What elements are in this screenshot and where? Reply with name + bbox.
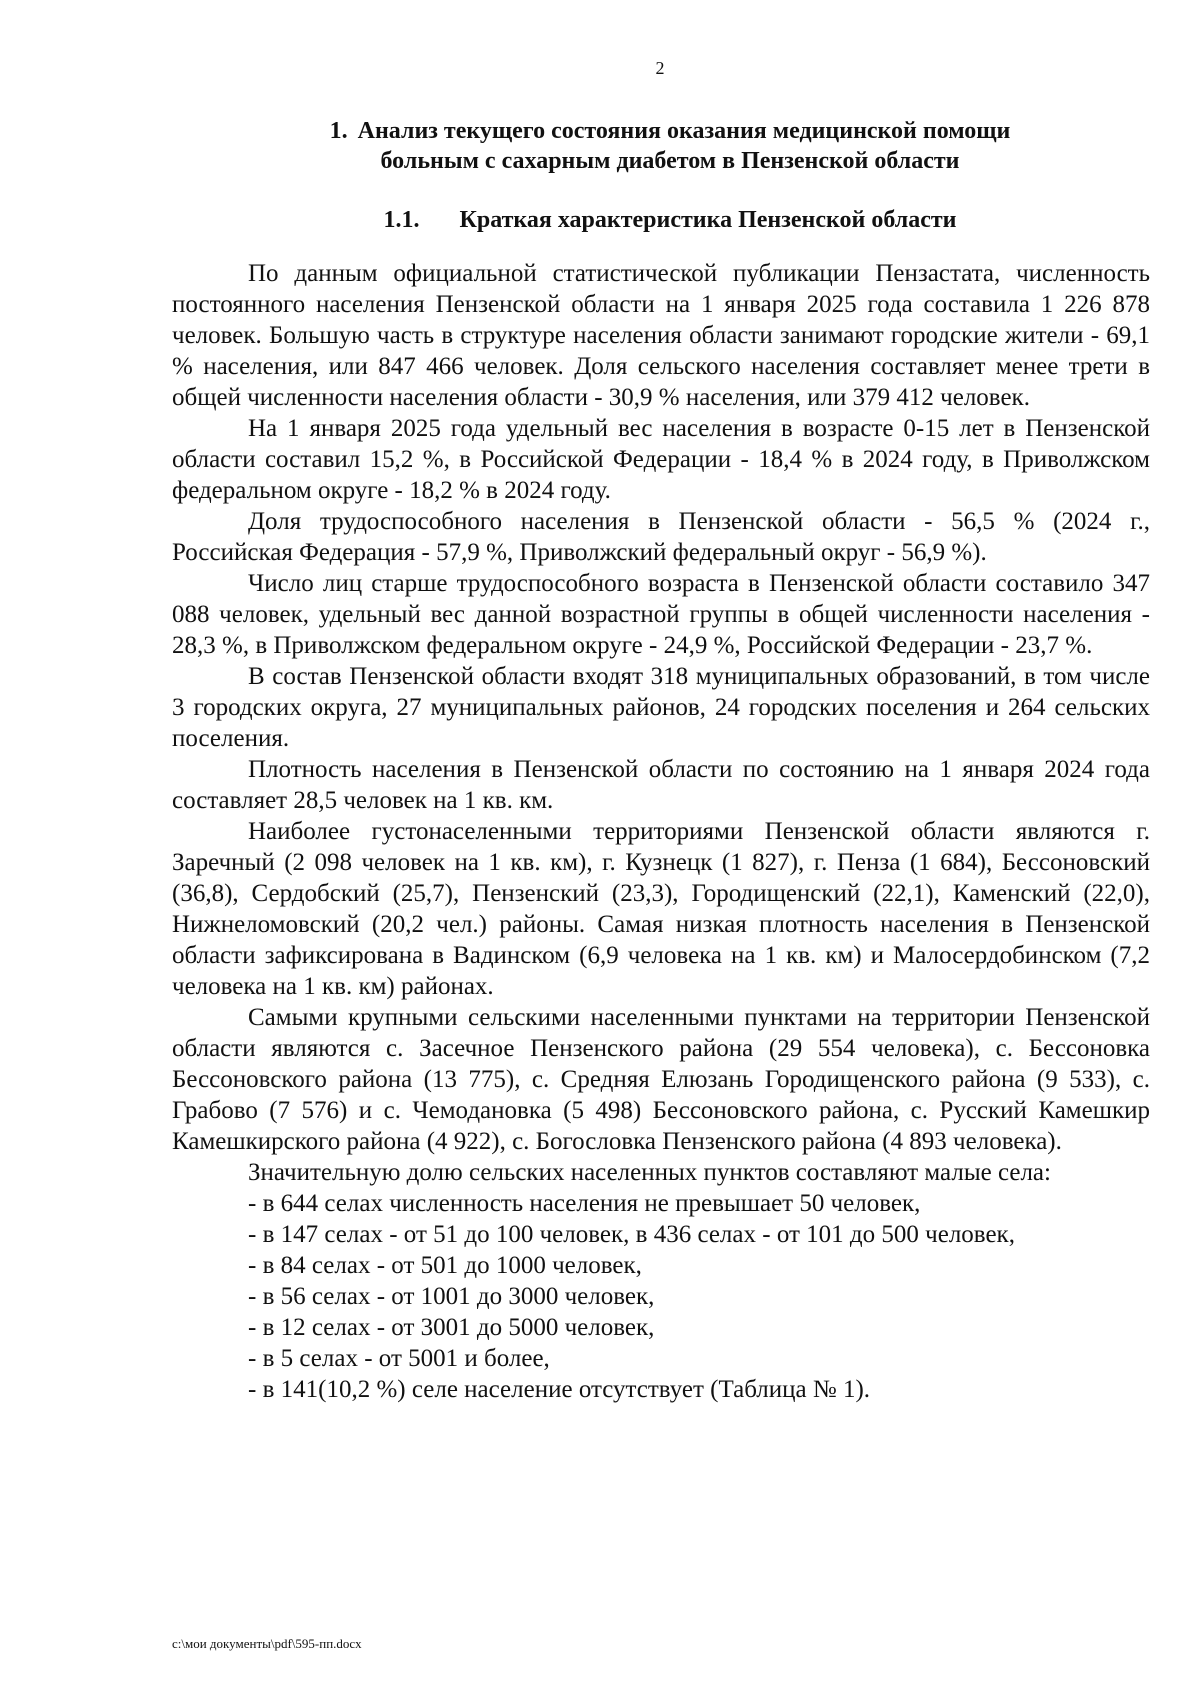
paragraph-density: Плотность населения в Пензенской области по состоянию на 1 января 2024 года составляет 28,5 человек на 1 кв. км. [172, 756, 1150, 814]
paragraph-population: По данным официальной статистической публикации Пензастата, численность постоянного населения Пензенской области на 1 января 2025 года составила 1 226 878 человек. Большую часть в структуре населения области занимают городские жители - 69,1 % населения, или 847 466 человек. Доля сельского населения составляет менее трети в общей численности населения области - 30,9 % населения, или 379 412 человек. [172, 260, 1150, 411]
paragraph-small-villages-intro: Значительную долю сельских населенных пунктов составляют малые села: [248, 1159, 1051, 1186]
paragraph-working-age: Доля трудоспособного населения в Пензенской области - 56,5 % (2024 г., Российская Федерация - 57,9 %, Приволжский федеральный округ - 56,9 %). [172, 508, 1150, 566]
list-item: - в 84 селах - от 501 до 1000 человек, [248, 1252, 642, 1279]
subsection-heading [170, 205, 1170, 235]
list-item: - в 147 селах - от 51 до 100 человек, в 436 селах - от 101 до 500 человек, [248, 1221, 1015, 1248]
paragraph-elderly: Число лиц старше трудоспособного возраста в Пензенской области составило 347 088 человек, удельный вес данной возрастной группы в общей численности населения - 28,3 %, в Приволжском федеральном округе - 24,9 %, Российской Федерации - 23,7 %. [172, 570, 1150, 659]
list-item: - в 141(10,2 %) селе население отсутствует (Таблица № 1). [248, 1376, 871, 1403]
footer-file-path: c:\мои документы\pdf\595-пп.docx [172, 1636, 362, 1651]
small-villages-list [172, 1188, 1150, 1405]
paragraph-large-villages: Самыми крупными сельскими населенными пунктами на территории Пензенской области являются с. Засечное Пензенского района (29 554 человека), с. Бессоновка Бессоновского района (13 775), с. Средняя Елюзань Городищенского района (9 533), с. Грабово (7 576) и с. Чемодановка (5 498) Бессоновского района, с. Русский Камешкир Камешкирского района (4 922), с. Богословка Пензенского района (4 893 человека). [172, 1004, 1150, 1155]
list-item: - в 12 селах - от 3001 до 5000 человек, [248, 1314, 655, 1341]
subsection-title: Краткая характеристика Пензенской области [459, 207, 957, 233]
paragraph-municipalities: В состав Пензенской области входят 318 муниципальных образований, в том числе 3 городских округа, 27 муниципальных районов, 24 городских поселения и 264 сельских поселения. [172, 663, 1150, 752]
paragraph-age-0-15: На 1 января 2025 года удельный вес населения в возрасте 0-15 лет в Пензенской области составил 15,2 %, в Российской Федерации - 18,4 % в 2024 году, в Приволжском федеральном округе - 18,2 % в 2024 году. [172, 415, 1150, 504]
list-item: - в 644 селах численность населения не превышает 50 человек, [248, 1190, 921, 1217]
paragraph-dense-territories: Наиболее густонаселенными территориями Пензенской области являются г. Заречный (2 098 человек на 1 кв. км), г. Кузнецк (1 827), г. Пенза (1 684), Бессоновский (36,8), Сердобский (25,7), Пензенский (23,3), Городищенский (22,1), Каменский (22,0), Нижнеломовский (20,2 чел.) районы. Самая низкая плотность населения в Пензенской области зафиксирована в Вадинском (6,9 человека на 1 кв. км) и Малосердобинском (7,2 человека на 1 кв. км) районах. [172, 818, 1150, 1000]
section-title-line-1: Анализ текущего состояния оказания медицинской помощи [357, 118, 1011, 144]
section-number: 1. [329, 118, 348, 144]
list-item: - в 5 селах - от 5001 и более, [248, 1345, 550, 1372]
page-number: 2 [655, 58, 665, 78]
list-item: - в 56 селах - от 1001 до 3000 человек, [248, 1283, 655, 1310]
section-heading-line-1 [170, 116, 1170, 146]
document-body [172, 258, 1150, 1405]
section-heading [170, 116, 1170, 176]
subsection-number: 1.1. [383, 207, 420, 233]
section-title-line-2: больным с сахарным диабетом в Пензенской области [380, 148, 960, 174]
